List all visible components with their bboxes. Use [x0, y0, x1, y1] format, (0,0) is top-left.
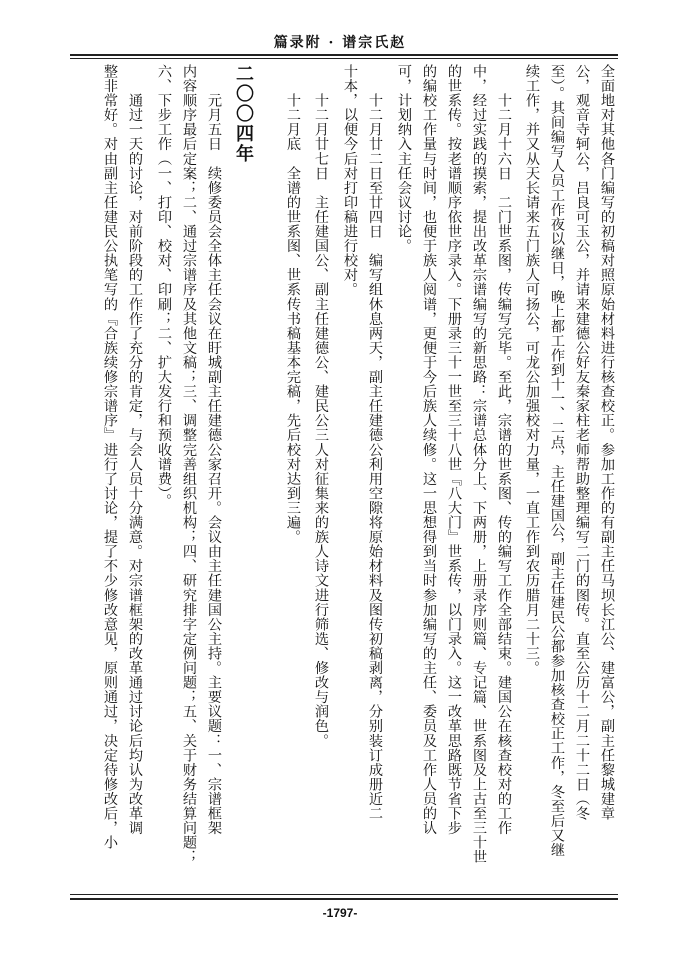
text-column: 十本，以便今后对打印稿进行校对。	[342, 64, 358, 297]
text-column	[257, 64, 279, 888]
text-column: 十二月廿七日 主任建国公、副主任建德公、建民公三人对征集来的族人诗文进行筛选、修改与润色。	[313, 64, 329, 748]
text-column: 续工作，并又从天长请来五门族人可扬公，可龙公加强校对力量，一直工作到农历腊月二十三。	[524, 64, 540, 676]
text-column: 全面地对其他各门编写的初稿对照原始材料进行核查校正。参加工作的有副主任马坝长江公、建富公，副主任黎城建章	[599, 64, 615, 821]
text-column: 内容顺序最后定案；二、通过宗谱序及其他文稿；三、调整完善组织机构；四、研究排字定例问题；五、关于财务结算问题；	[181, 64, 197, 865]
text-column: 元月五日 续修委员会全体主任会议在盱城副主任建德公家召开。会议由主任建国公主持。主要议题：一、宗谱框架	[206, 64, 222, 836]
text-column: 的编校工作量与时间，也便于族人阅谱，更便于今后族人续修。这一思想得到当时参加编写的主任、委员及工作人员的认	[421, 64, 437, 836]
page-header: 篇录附 · 谱宗氏赵	[273, 35, 407, 51]
text-column: 中，经过实践的摸索，提出改革宗谱编写的新思路：宗谱总体分上、下两册，上册录序则篇、专记篇、世系图及上古至三十世	[471, 64, 487, 865]
text-column: 的世系传。按老谱顺序依世序录入。下册录三十一世至三十八世『八大门』世系传，以门录入。这一改革思路既节省下步	[446, 64, 462, 836]
text-column: 六、下步工作（一、打印、校对、印刷；二、扩大发行和预收谱费）。	[156, 64, 172, 508]
text-column: 公，观音寺轲公，吕良可玉公，并请来建德公好友秦家柱老师帮助整理编写二门的图传。直至公历十二月二十二日（冬	[574, 64, 590, 821]
header-rule-thick	[70, 54, 618, 56]
page-number: -1797-	[322, 906, 358, 920]
year-heading: 二〇〇四年	[233, 64, 254, 164]
text-column: 十二月底 全谱的世系图、世系传书稿基本完稿，先后校对达到三遍。	[285, 64, 301, 545]
text-column: 十二月十六日 二门世系图，传编写完毕。至此，宗谱的世系图、传的编写工作全部结束。建国公在核查校对的工作	[496, 64, 512, 836]
text-column: 通过一天的讨论，对前阶段的工作作了充分的肯定，与会人员十分满意。对宗谱框架的改革通过讨论后均认为改革调	[127, 64, 143, 836]
footer-rule-thick	[70, 898, 618, 900]
text-column: 至）。其间编写人员工作夜以继日，晚上都工作到十一、二点，主任建国公，副主任建民公都参加核查校正工作，冬至后又继	[549, 64, 565, 858]
header-rule-thin	[70, 58, 618, 59]
text-column: 可，计划纳入主任会议讨论。	[396, 64, 412, 254]
text-column: 整非常好。对由副主任建民公执笔写的『合族续修宗谱序』进行了讨论，提了不少修改意见，原则通过，决定待修改后，小	[102, 64, 118, 850]
footer-rule-thin	[70, 894, 618, 895]
body-text	[70, 64, 618, 888]
text-column: 十二月廿二日至廿四日 编写组休息两天，副主任建德公利用空隙将原始材料及图传初稿剥离，分别装订成册近二	[367, 64, 383, 821]
